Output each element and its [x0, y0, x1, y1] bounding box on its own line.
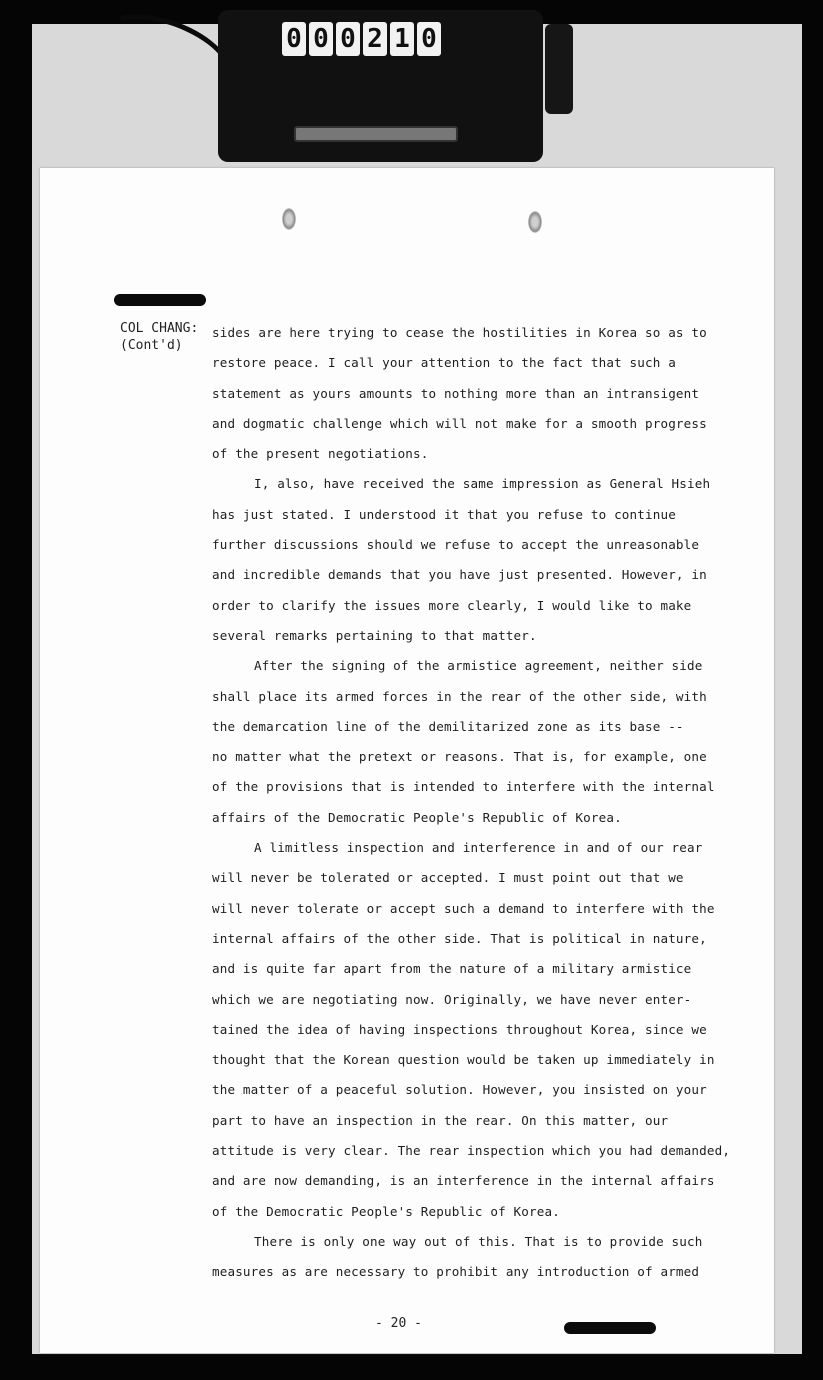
text-line: part to have an inspection in the rear. On this matter, our [212, 1112, 669, 1128]
text-line: statement as yours amounts to nothing more than an intransigent [212, 385, 700, 401]
counter-digit: 0 [417, 22, 441, 56]
text-line: and are now demanding, is an interference in the internal affairs [212, 1173, 715, 1189]
text-line: of the Democratic People's Republic of Korea. [212, 1203, 560, 1219]
text-line: measures as are necessary to prohibit any introduction of armed [212, 1264, 700, 1280]
text-line: and dogmatic challenge which will not make for a smooth progress [212, 415, 707, 431]
text-line: internal affairs of the other side. That is political in nature, [212, 930, 707, 946]
text-line: of the provisions that is intended to interfere with the internal [212, 779, 715, 795]
counter-slot [294, 126, 458, 142]
speaker-label: COL CHANG: (Cont'd) [120, 321, 199, 353]
text-line: order to clarify the issues more clearly, I would like to make [212, 597, 692, 613]
punch-hole [282, 208, 296, 230]
text-line: has just stated. I understood it that you refuse to continue [212, 506, 676, 522]
redaction-mark [564, 1322, 656, 1334]
text-line: A limitless inspection and interference in and of our rear [254, 840, 703, 856]
text-line: further discussions should we refuse to accept the unreasonable [212, 537, 700, 553]
text-line: the demarcation line of the demilitarized zone as its base -- [212, 718, 684, 734]
text-line: restore peace. I call your attention to the fact that such a [212, 355, 676, 371]
transcript-body [212, 318, 767, 1288]
text-line: and incredible demands that you have just presented. However, in [212, 567, 707, 583]
text-line: tained the idea of having inspections throughout Korea, since we [212, 1021, 707, 1037]
text-line: attitude is very clear. The rear inspection which you had demanded, [212, 1143, 731, 1159]
text-line: no matter what the pretext or reasons. That is, for example, one [212, 749, 707, 765]
text-line: the matter of a peaceful solution. However, you insisted on your [212, 1082, 707, 1098]
text-line: shall place its armed forces in the rear of the other side, with [212, 688, 707, 704]
text-line: which we are negotiating now. Originally, we have never enter- [212, 991, 692, 1007]
counter-knob [545, 24, 573, 114]
text-line: several remarks pertaining to that matter. [212, 627, 537, 643]
text-line: and is quite far apart from the nature of a military armistice [212, 961, 692, 977]
text-line: thought that the Korean question would be taken up immediately in [212, 1052, 715, 1068]
document-page [40, 168, 774, 1353]
counter-digit: 0 [282, 22, 306, 56]
text-line: affairs of the Democratic People's Republic of Korea. [212, 809, 622, 825]
frame-counter-display [282, 22, 472, 58]
counter-digit: 2 [363, 22, 387, 56]
counter-digit: 1 [390, 22, 414, 56]
text-line: After the signing of the armistice agreement, neither side [254, 658, 703, 674]
text-line: will never tolerate or accept such a demand to interfere with the [212, 900, 715, 916]
text-line: I, also, have received the same impression as General Hsieh [254, 476, 711, 492]
punch-hole [528, 211, 542, 233]
counter-digit: 0 [336, 22, 360, 56]
page-number: - 20 - [375, 1316, 422, 1331]
text-line: of the present negotiations. [212, 446, 429, 462]
text-line: There is only one way out of this. That is to provide such [254, 1233, 703, 1249]
text-line: sides are here trying to cease the hostilities in Korea so as to [212, 325, 707, 340]
text-line: will never be tolerated or accepted. I must point out that we [212, 870, 684, 886]
redaction-mark [114, 294, 206, 306]
counter-digit: 0 [309, 22, 333, 56]
